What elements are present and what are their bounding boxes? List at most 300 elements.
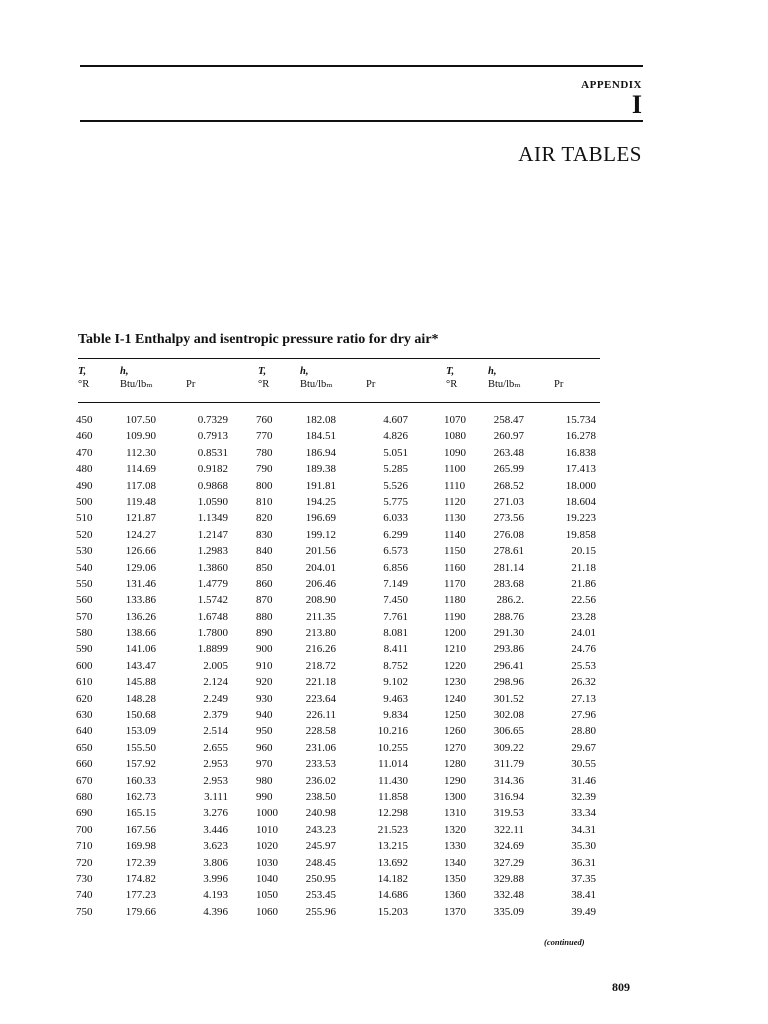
- table-cell-enthalpy: 228.58: [305, 725, 336, 738]
- table-cell-pressure-ratio: 16.838: [565, 446, 596, 459]
- header-temperature: [446, 365, 457, 391]
- table-cell-pressure-ratio: 11.014: [378, 758, 408, 771]
- column-enthalpy-2: [288, 412, 336, 920]
- table-cell-pressure-ratio: 30.55: [571, 758, 596, 771]
- table-cell-pressure-ratio: 19.223: [565, 512, 596, 525]
- table-cell-pressure-ratio: 6.856: [383, 561, 408, 574]
- table-cell-enthalpy: 160.33: [125, 774, 156, 787]
- table-cell-enthalpy: 138.66: [125, 627, 156, 640]
- header-enthalpy-symbol: h,: [120, 366, 129, 377]
- table-cell-pressure-ratio: 2.514: [203, 725, 228, 738]
- table-cell-pressure-ratio: 10.255: [377, 741, 408, 754]
- table-cell-pressure-ratio: 37.35: [571, 872, 596, 885]
- table-cell-pressure-ratio: 17.413: [565, 463, 596, 476]
- table-cell-pressure-ratio: 32.39: [571, 790, 596, 803]
- table-cell-pressure-ratio: 1.2147: [197, 528, 228, 541]
- column-pressure-ratio-1: [178, 412, 228, 920]
- table-cell-pressure-ratio: 22.56: [571, 594, 596, 607]
- table-cell-temperature: 900: [256, 643, 273, 656]
- table-cell-temperature: 750: [76, 905, 93, 918]
- table-cell-pressure-ratio: 1.4779: [197, 577, 228, 590]
- table-cell-temperature: 1260: [444, 725, 466, 738]
- table-cell-pressure-ratio: 26.32: [571, 676, 596, 689]
- table-cell-enthalpy: 298.96: [493, 676, 524, 689]
- table-cell-temperature: 460: [76, 430, 93, 443]
- header-enthalpy-symbol: h,: [300, 366, 309, 377]
- header-enthalpy-unit: Btu/lbₘ: [120, 379, 153, 390]
- table-cell-temperature: 780: [256, 446, 273, 459]
- column-temperature-2: [256, 412, 282, 920]
- table-cell-enthalpy: 129.06: [125, 561, 156, 574]
- table-cell-temperature: 1120: [444, 495, 466, 508]
- header-pressure-ratio: Pr: [186, 379, 196, 390]
- table-caption: Table I-1 Enthalpy and isentropic pressure ratio for dry air*: [78, 332, 439, 347]
- table-cell-pressure-ratio: 4.607: [383, 414, 408, 426]
- table-cell-temperature: 1310: [444, 807, 466, 820]
- header-temperature: [78, 365, 89, 391]
- table-cell-temperature: 1000: [256, 807, 278, 820]
- table-cell-enthalpy: 189.38: [305, 463, 336, 476]
- column-temperature-1: [76, 412, 102, 920]
- table-cell-enthalpy: 204.01: [305, 561, 336, 574]
- column-temperature-3: [444, 412, 470, 920]
- header-temperature-unit: °R: [446, 379, 458, 390]
- table-cell-pressure-ratio: 3.623: [203, 840, 228, 853]
- table-cell-enthalpy: 112.30: [126, 446, 156, 459]
- table-cell-enthalpy: 255.96: [305, 905, 336, 918]
- table-cell-enthalpy: 243.23: [305, 823, 336, 836]
- table-top-rule: [78, 358, 600, 359]
- table-cell-enthalpy: 316.94: [493, 790, 524, 803]
- column-enthalpy-3: [476, 412, 524, 920]
- table-cell-temperature: 670: [76, 774, 93, 787]
- table-cell-enthalpy: 148.28: [125, 692, 156, 705]
- table-cell-enthalpy: 226.11: [306, 709, 336, 722]
- table-cell-enthalpy: 206.46: [305, 577, 336, 590]
- table-cell-temperature: 1160: [444, 561, 466, 574]
- table-cell-temperature: 1250: [444, 709, 466, 722]
- table-cell-pressure-ratio: 1.6748: [197, 610, 228, 623]
- header-temperature-unit: °R: [78, 379, 90, 390]
- table-cell-enthalpy: 223.64: [305, 692, 336, 705]
- header-temperature-symbol: T,: [446, 366, 455, 377]
- table-cell-temperature: 740: [76, 889, 93, 902]
- table-cell-enthalpy: 194.25: [305, 495, 336, 508]
- table-cell-temperature: 1110: [444, 479, 466, 492]
- table-cell-enthalpy: 335.09: [493, 905, 524, 918]
- table-cell-temperature: 1280: [444, 758, 466, 771]
- table-cell-enthalpy: 231.06: [305, 741, 336, 754]
- table-cell-enthalpy: 199.12: [305, 528, 336, 541]
- table-cell-temperature: 560: [76, 594, 93, 607]
- table-cell-pressure-ratio: 2.655: [203, 741, 228, 754]
- header-temperature-symbol: T,: [78, 366, 87, 377]
- table-cell-enthalpy: 238.50: [305, 790, 336, 803]
- table-cell-pressure-ratio: 16.278: [565, 430, 596, 443]
- table-cell-pressure-ratio: 3.446: [203, 823, 228, 836]
- table-cell-enthalpy: 281.14: [493, 561, 524, 574]
- table-cell-enthalpy: 319.53: [493, 807, 524, 820]
- table-cell-temperature: 1010: [256, 823, 278, 836]
- table-cell-temperature: 710: [76, 840, 93, 853]
- table-cell-pressure-ratio: 7.450: [383, 594, 408, 607]
- table-cell-temperature: 1150: [444, 545, 466, 558]
- table-cell-enthalpy: 265.99: [493, 463, 524, 476]
- table-cell-pressure-ratio: 27.96: [571, 709, 596, 722]
- table-cell-enthalpy: 213.80: [305, 627, 336, 640]
- table-cell-pressure-ratio: 1.8899: [197, 643, 228, 656]
- table-cell-enthalpy: 143.47: [125, 659, 156, 672]
- header-enthalpy-unit: Btu/lbₘ: [300, 379, 333, 390]
- table-cell-enthalpy: 253.45: [305, 889, 336, 902]
- table-cell-enthalpy: 131.46: [125, 577, 156, 590]
- table-cell-enthalpy: 258.47: [493, 414, 524, 426]
- table-cell-temperature: 600: [76, 659, 93, 672]
- table-cell-enthalpy: 273.56: [493, 512, 524, 525]
- table-cell-enthalpy: 174.82: [125, 872, 156, 885]
- table-cell-enthalpy: 293.86: [493, 643, 524, 656]
- column-pressure-ratio-3: [546, 412, 596, 920]
- table-cell-pressure-ratio: 6.573: [383, 545, 408, 558]
- table-cell-pressure-ratio: 2.379: [203, 709, 228, 722]
- table-cell-enthalpy: 314.36: [493, 774, 524, 787]
- table-cell-pressure-ratio: 0.9868: [197, 479, 228, 492]
- table-cell-pressure-ratio: 12.298: [377, 807, 408, 820]
- table-cell-temperature: 1180: [444, 594, 466, 607]
- table-cell-enthalpy: 191.81: [305, 479, 336, 492]
- table-cell-temperature: 800: [256, 479, 273, 492]
- table-cell-pressure-ratio: 31.46: [571, 774, 596, 787]
- table-cell-temperature: 510: [76, 512, 93, 525]
- table-cell-enthalpy: 155.50: [125, 741, 156, 754]
- table-cell-temperature: 1240: [444, 692, 466, 705]
- table-cell-temperature: 1230: [444, 676, 466, 689]
- table-cell-enthalpy: 260.97: [493, 430, 524, 443]
- table-cell-enthalpy: 126.66: [125, 545, 156, 558]
- table-cell-temperature: 540: [76, 561, 93, 574]
- table-cell-enthalpy: 119.48: [126, 495, 156, 508]
- table-cell-pressure-ratio: 5.285: [383, 463, 408, 476]
- table-cell-pressure-ratio: 34.31: [571, 823, 596, 836]
- table-cell-enthalpy: 184.51: [305, 430, 336, 443]
- table-cell-enthalpy: 165.15: [125, 807, 156, 820]
- table-cell-temperature: 830: [256, 528, 273, 541]
- table-cell-pressure-ratio: 2.953: [203, 774, 228, 787]
- table-cell-temperature: 700: [76, 823, 93, 836]
- table-cell-temperature: 1040: [256, 872, 278, 885]
- table-cell-temperature: 1270: [444, 741, 466, 754]
- table-cell-temperature: 880: [256, 610, 273, 623]
- table-cell-enthalpy: 211.35: [306, 610, 336, 623]
- table-cell-temperature: 820: [256, 512, 273, 525]
- table-cell-pressure-ratio: 35.30: [571, 840, 596, 853]
- table-cell-pressure-ratio: 9.834: [383, 709, 408, 722]
- table-cell-enthalpy: 182.08: [305, 414, 336, 426]
- table-cell-enthalpy: 286.2.: [496, 594, 524, 607]
- table-cell-temperature: 1300: [444, 790, 466, 803]
- table-cell-enthalpy: 302.08: [493, 709, 524, 722]
- table-cell-temperature: 870: [256, 594, 273, 607]
- table-cell-pressure-ratio: 27.13: [571, 692, 596, 705]
- table-cell-pressure-ratio: 3.111: [204, 790, 228, 803]
- table-cell-pressure-ratio: 13.215: [377, 840, 408, 853]
- table-cell-temperature: 970: [256, 758, 273, 771]
- table-cell-enthalpy: 283.68: [493, 577, 524, 590]
- table-cell-enthalpy: 136.26: [125, 610, 156, 623]
- table-cell-enthalpy: 208.90: [305, 594, 336, 607]
- table-cell-enthalpy: 263.48: [493, 446, 524, 459]
- table-cell-pressure-ratio: 11.430: [378, 774, 408, 787]
- table-cell-pressure-ratio: 7.761: [383, 610, 408, 623]
- table-cell-temperature: 1070: [444, 414, 466, 426]
- table-header-rule: [78, 402, 600, 403]
- table-cell-enthalpy: 162.73: [125, 790, 156, 803]
- table-cell-temperature: 790: [256, 463, 273, 476]
- table-cell-pressure-ratio: 11.858: [378, 790, 408, 803]
- header-enthalpy: [488, 365, 521, 391]
- table-cell-enthalpy: 240.98: [305, 807, 336, 820]
- table-cell-temperature: 1080: [444, 430, 466, 443]
- table-cell-temperature: 770: [256, 430, 273, 443]
- table-cell-pressure-ratio: 38.41: [571, 889, 596, 902]
- table-cell-pressure-ratio: 15.203: [377, 905, 408, 918]
- table-cell-temperature: 660: [76, 758, 93, 771]
- table-cell-temperature: 550: [76, 577, 93, 590]
- table-cell-temperature: 1220: [444, 659, 466, 672]
- table-cell-enthalpy: 332.48: [493, 889, 524, 902]
- table-cell-pressure-ratio: 28.80: [571, 725, 596, 738]
- table-cell-pressure-ratio: 6.299: [383, 528, 408, 541]
- table-cell-pressure-ratio: 8.752: [383, 659, 408, 672]
- table-cell-pressure-ratio: 7.149: [383, 577, 408, 590]
- table-cell-enthalpy: 250.95: [305, 872, 336, 885]
- table-cell-pressure-ratio: 2.249: [203, 692, 228, 705]
- table-cell-temperature: 500: [76, 495, 93, 508]
- table-cell-enthalpy: 324.69: [493, 840, 524, 853]
- table-cell-temperature: 720: [76, 856, 93, 869]
- table-cell-temperature: 1170: [444, 577, 466, 590]
- table-cell-enthalpy: 288.76: [493, 610, 524, 623]
- table-cell-pressure-ratio: 15.734: [565, 414, 596, 426]
- table-cell-pressure-ratio: 5.526: [383, 479, 408, 492]
- table-cell-temperature: 1100: [444, 463, 466, 476]
- table-cell-enthalpy: 179.66: [125, 905, 156, 918]
- table-cell-enthalpy: 271.03: [493, 495, 524, 508]
- table-cell-enthalpy: 107.50: [125, 414, 156, 426]
- table-cell-enthalpy: 150.68: [125, 709, 156, 722]
- table-cell-enthalpy: 141.06: [125, 643, 156, 656]
- table-cell-temperature: 1060: [256, 905, 278, 918]
- table-cell-pressure-ratio: 4.193: [203, 889, 228, 902]
- table-cell-pressure-ratio: 18.000: [565, 479, 596, 492]
- table-cell-temperature: 650: [76, 741, 93, 754]
- table-cell-temperature: 1370: [444, 905, 466, 918]
- table-cell-pressure-ratio: 20.15: [571, 545, 596, 558]
- table-cell-temperature: 1090: [444, 446, 466, 459]
- table-cell-pressure-ratio: 1.7800: [197, 627, 228, 640]
- table-cell-temperature: 920: [256, 676, 273, 689]
- header-enthalpy-unit: Btu/lbₘ: [488, 379, 521, 390]
- table-cell-temperature: 850: [256, 561, 273, 574]
- table-cell-temperature: 490: [76, 479, 93, 492]
- table-cell-temperature: 520: [76, 528, 93, 541]
- table-cell-enthalpy: 327.29: [493, 856, 524, 869]
- table-cell-pressure-ratio: 4.826: [383, 430, 408, 443]
- table-cell-enthalpy: 301.52: [493, 692, 524, 705]
- table-cell-pressure-ratio: 2.953: [203, 758, 228, 771]
- table-cell-enthalpy: 114.69: [126, 463, 156, 476]
- table-cell-pressure-ratio: 1.2983: [197, 545, 228, 558]
- table-cell-pressure-ratio: 21.86: [571, 577, 596, 590]
- table-cell-enthalpy: 121.87: [125, 512, 156, 525]
- header-temperature-unit: °R: [258, 379, 270, 390]
- heading-rule: [80, 120, 643, 122]
- table-cell-pressure-ratio: 13.692: [377, 856, 408, 869]
- table-cell-temperature: 470: [76, 446, 93, 459]
- column-pressure-ratio-2: [358, 412, 408, 920]
- table-cell-pressure-ratio: 39.49: [571, 905, 596, 918]
- table-cell-enthalpy: 201.56: [305, 545, 336, 558]
- table-cell-enthalpy: 186.94: [305, 446, 336, 459]
- table-cell-temperature: 940: [256, 709, 273, 722]
- table-cell-enthalpy: 153.09: [125, 725, 156, 738]
- table-cell-enthalpy: 216.26: [305, 643, 336, 656]
- table-cell-pressure-ratio: 2.005: [203, 659, 228, 672]
- header-enthalpy: [120, 365, 153, 391]
- table-cell-enthalpy: 306.65: [493, 725, 524, 738]
- table-cell-temperature: 640: [76, 725, 93, 738]
- table-cell-pressure-ratio: 5.775: [383, 495, 408, 508]
- table-cell-pressure-ratio: 0.9182: [197, 463, 228, 476]
- table-cell-enthalpy: 245.97: [305, 840, 336, 853]
- table-cell-temperature: 1140: [444, 528, 466, 541]
- header-temperature: [258, 365, 269, 391]
- table-cell-pressure-ratio: 18.604: [565, 495, 596, 508]
- table-cell-pressure-ratio: 0.8531: [197, 446, 228, 459]
- page-title: AIR TABLES: [518, 142, 642, 166]
- table-cell-pressure-ratio: 14.182: [377, 872, 408, 885]
- table-cell-pressure-ratio: 8.081: [383, 627, 408, 640]
- table-cell-enthalpy: 311.79: [494, 758, 524, 771]
- table-cell-pressure-ratio: 24.76: [571, 643, 596, 656]
- table-cell-enthalpy: 124.27: [125, 528, 156, 541]
- appendix-letter: I: [631, 90, 642, 119]
- table-cell-temperature: 1050: [256, 889, 278, 902]
- table-cell-temperature: 590: [76, 643, 93, 656]
- header-enthalpy: [300, 365, 333, 391]
- table-cell-temperature: 610: [76, 676, 93, 689]
- table-cell-pressure-ratio: 25.53: [571, 659, 596, 672]
- table-cell-temperature: 760: [256, 414, 273, 426]
- table-cell-pressure-ratio: 1.3860: [197, 561, 228, 574]
- table-cell-temperature: 840: [256, 545, 273, 558]
- table-cell-temperature: 1030: [256, 856, 278, 869]
- table-cell-temperature: 680: [76, 790, 93, 803]
- header-enthalpy-symbol: h,: [488, 366, 497, 377]
- table-cell-temperature: 1320: [444, 823, 466, 836]
- table-cell-enthalpy: 167.56: [125, 823, 156, 836]
- table-cell-enthalpy: 133.86: [125, 594, 156, 607]
- table-cell-pressure-ratio: 4.396: [203, 905, 228, 918]
- appendix-label: APPENDIX: [581, 79, 642, 91]
- table-cell-pressure-ratio: 14.686: [377, 889, 408, 902]
- table-cell-pressure-ratio: 0.7329: [197, 414, 228, 426]
- table-cell-pressure-ratio: 10.216: [377, 725, 408, 738]
- table-cell-enthalpy: 169.98: [125, 840, 156, 853]
- table-cell-enthalpy: 276.08: [493, 528, 524, 541]
- table-cell-enthalpy: 117.08: [126, 479, 156, 492]
- continued-note: (continued): [544, 937, 585, 947]
- table-cell-temperature: 950: [256, 725, 273, 738]
- table-cell-temperature: 1200: [444, 627, 466, 640]
- table-cell-enthalpy: 278.61: [493, 545, 524, 558]
- table-cell-pressure-ratio: 23.28: [571, 610, 596, 623]
- header-temperature-symbol: T,: [258, 366, 267, 377]
- table-cell-enthalpy: 233.53: [305, 758, 336, 771]
- table-cell-enthalpy: 221.18: [305, 676, 336, 689]
- table-cell-enthalpy: 236.02: [305, 774, 336, 787]
- table-cell-temperature: 1190: [444, 610, 466, 623]
- table-cell-pressure-ratio: 6.033: [383, 512, 408, 525]
- table-cell-temperature: 580: [76, 627, 93, 640]
- table-cell-temperature: 980: [256, 774, 273, 787]
- table-cell-enthalpy: 196.69: [305, 512, 336, 525]
- table-cell-enthalpy: 309.22: [493, 741, 524, 754]
- table-cell-pressure-ratio: 21.523: [377, 823, 408, 836]
- table-cell-pressure-ratio: 36.31: [571, 856, 596, 869]
- table-cell-temperature: 1330: [444, 840, 466, 853]
- table-cell-temperature: 690: [76, 807, 93, 820]
- column-enthalpy-1: [108, 412, 156, 920]
- table-cell-temperature: 1360: [444, 889, 466, 902]
- table-cell-temperature: 810: [256, 495, 273, 508]
- table-cell-pressure-ratio: 2.124: [203, 676, 228, 689]
- table-cell-temperature: 890: [256, 627, 273, 640]
- table-cell-temperature: 630: [76, 709, 93, 722]
- table-cell-pressure-ratio: 19.858: [565, 528, 596, 541]
- table-cell-pressure-ratio: 1.5742: [197, 594, 228, 607]
- table-cell-enthalpy: 248.45: [305, 856, 336, 869]
- table-cell-enthalpy: 322.11: [494, 823, 524, 836]
- table-cell-temperature: 960: [256, 741, 273, 754]
- table-cell-pressure-ratio: 29.67: [571, 741, 596, 754]
- table-cell-temperature: 910: [256, 659, 273, 672]
- table-cell-temperature: 620: [76, 692, 93, 705]
- table-cell-pressure-ratio: 33.34: [571, 807, 596, 820]
- table-cell-temperature: 990: [256, 790, 273, 803]
- table-cell-temperature: 1290: [444, 774, 466, 787]
- table-cell-temperature: 1130: [444, 512, 466, 525]
- table-cell-pressure-ratio: 8.411: [383, 643, 408, 656]
- table-cell-enthalpy: 177.23: [125, 889, 156, 902]
- top-rule: [80, 65, 643, 67]
- table-cell-temperature: 480: [76, 463, 93, 476]
- table-cell-pressure-ratio: 9.102: [383, 676, 408, 689]
- table-cell-temperature: 860: [256, 577, 273, 590]
- table-cell-pressure-ratio: 3.996: [203, 872, 228, 885]
- table-cell-pressure-ratio: 1.0590: [197, 495, 228, 508]
- table-cell-enthalpy: 296.41: [493, 659, 524, 672]
- table-cell-temperature: 1210: [444, 643, 466, 656]
- table-cell-enthalpy: 157.92: [125, 758, 156, 771]
- table-cell-pressure-ratio: 3.806: [203, 856, 228, 869]
- table-cell-enthalpy: 268.52: [493, 479, 524, 492]
- page-number: 809: [612, 980, 630, 994]
- table-cell-temperature: 530: [76, 545, 93, 558]
- table-cell-temperature: 1350: [444, 872, 466, 885]
- table-cell-pressure-ratio: 24.01: [571, 627, 596, 640]
- table-cell-enthalpy: 218.72: [305, 659, 336, 672]
